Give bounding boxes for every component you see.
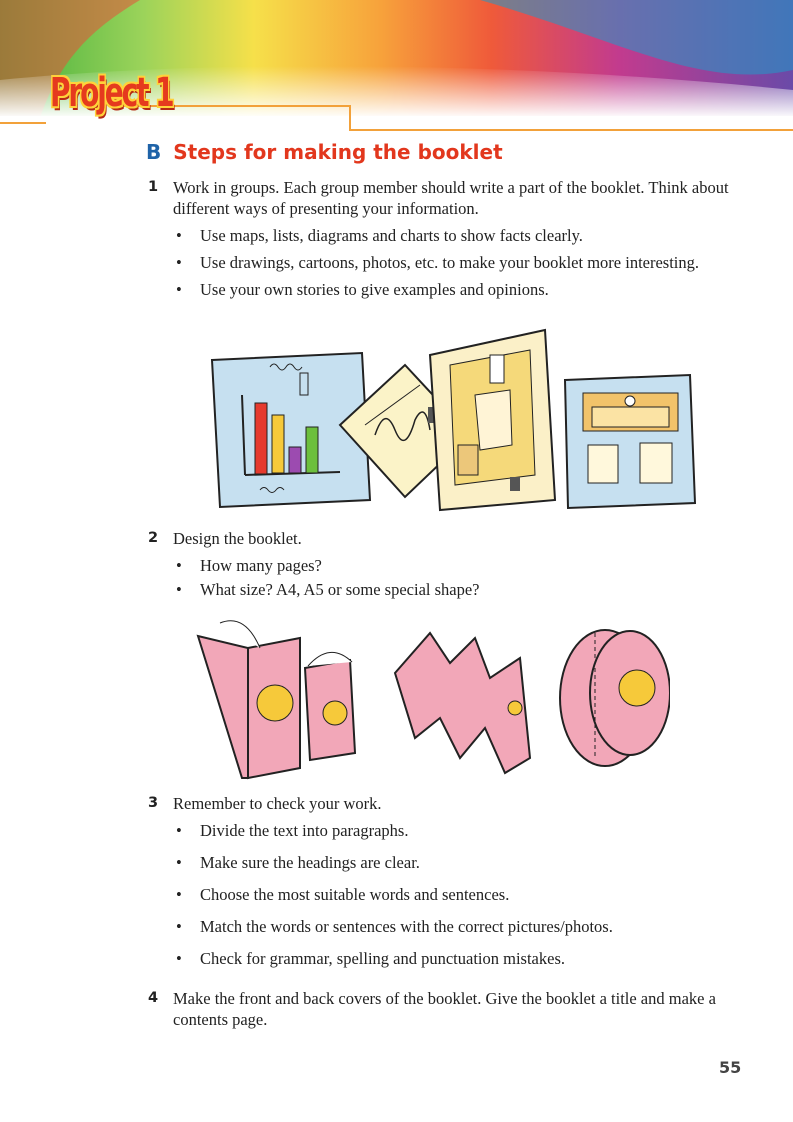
step-text: Work in groups. Each group member should write a part of the booklet. Think about different ways of presenting your information.: [173, 178, 729, 218]
section-letter: B: [146, 140, 162, 164]
bullet-item: • Check for grammar, spelling and punctuation mistakes.: [173, 948, 748, 969]
bullet-item: • How many pages?: [173, 555, 748, 576]
bullet-item: • Make sure the headings are clear.: [173, 852, 748, 873]
step-number: 4: [148, 990, 159, 1006]
bullet-list: [173, 225, 748, 300]
booklet-shapes-illustration: [190, 608, 670, 783]
bullet-item: • Use your own stories to give examples and opinions.: [173, 279, 748, 300]
step-2: [148, 528, 748, 603]
bullet-item: • Use drawings, cartoons, photos, etc. to make your booklet more interesting.: [173, 252, 748, 273]
project-tag: Project 1: [50, 70, 173, 116]
photo-page-sheet: [565, 375, 695, 508]
page-number: 55: [719, 1058, 742, 1077]
presentation-pages-illustration: [200, 325, 700, 515]
round-booklet: [560, 630, 670, 766]
bullet-list: [173, 820, 748, 969]
step-3: [148, 793, 748, 980]
bullet-item: • Use maps, lists, diagrams and charts to show facts clearly.: [173, 225, 748, 246]
step-text: Remember to check your work.: [173, 794, 382, 813]
step-4: [148, 988, 748, 1030]
section-title: Steps for making the booklet: [173, 140, 503, 164]
small-booklet: [305, 652, 355, 760]
step-1: [148, 177, 748, 306]
step-text: Design the booklet.: [173, 529, 302, 548]
bullet-item: • What size? A4, A5 or some special shape?: [173, 579, 748, 600]
step-number: 1: [148, 179, 159, 195]
step-number: 2: [148, 530, 159, 546]
step-text: Make the front and back covers of the booklet. Give the booklet a title and make a contents page.: [173, 989, 716, 1029]
bullet-item: • Match the words or sentences with the correct pictures/photos.: [173, 916, 748, 937]
step-number: 3: [148, 795, 159, 811]
folded-booklet: [395, 633, 530, 773]
large-booklet: [198, 621, 300, 778]
bullet-list: [173, 555, 748, 600]
section-heading: [146, 140, 503, 164]
floor-map-sheet: [430, 330, 555, 510]
bullet-item: • Choose the most suitable words and sentences.: [173, 884, 748, 905]
bullet-item: • Divide the text into paragraphs.: [173, 820, 748, 841]
